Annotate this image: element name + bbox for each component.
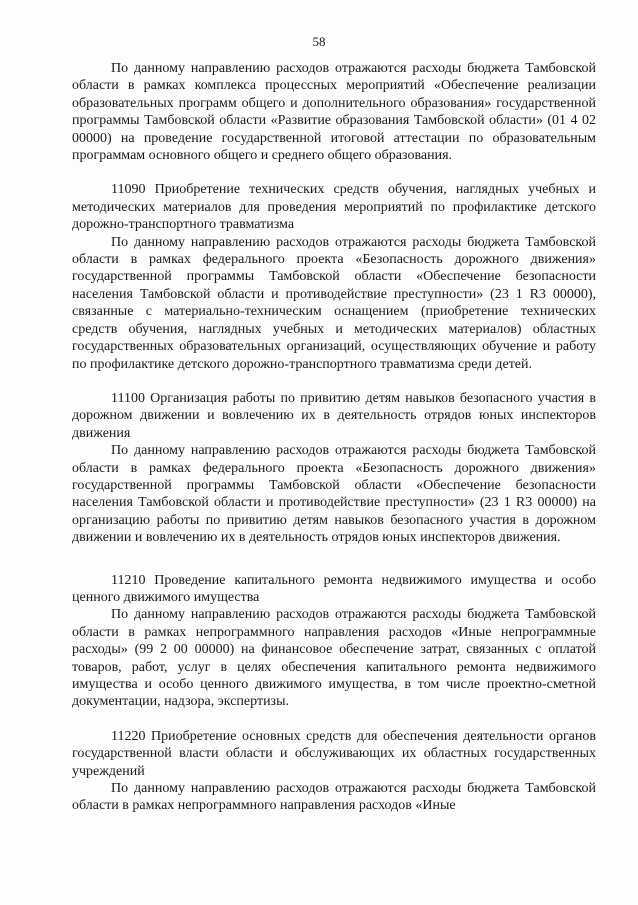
section-paragraph: По данному направлению расходов отражаются расходы бюджета Тамбовской области в рамках комплекса процессных мероприятий «Обеспечение реализации образовательных программ общего и дополнительного образования» государственной программы Тамбовской области «Развитие образования Тамбовской области» (01 4 02 00000) на проведение государственной итоговой аттестации по образовательным программам основного общего и среднего общего образования. xyxy=(72,61,596,164)
section-heading: 11100 Организация работы по привитию детям навыков безопасного участия в дорожном движении и вовлечению их в деятельность отрядов юных инспекторов движения xyxy=(72,390,596,441)
section-paragraph: По данному направлению расходов отражаются расходы бюджета Тамбовской области в рамках федерального проекта «Безопасность дорожного движения» государственной программы Тамбовской области «Обеспечение безопасности населения Тамбовской области и противодействие преступности» (23 1 R3 00000), связанные с материально-техническим оснащением (приобретение технических средств обучения, наглядных учебных и методических материалов) областных государственных образовательных организаций, осуществляющих обучение и работу по профилактике детского дорожно-транспортного травматизма среди детей. xyxy=(72,234,596,372)
section-paragraph: По данному направлению расходов отражаются расходы бюджета Тамбовской области в рамках непрограммного направления расходов «Иные xyxy=(72,781,596,814)
section-paragraph: По данному направлению расходов отражаются расходы бюджета Тамбовской области в рамках непрограммного направления расходов «Иные непрограммные расходы» (99 2 00 00000) на финансовое обеспечение затрат, связанных с оплатой товаров, работ, услуг в целях обеспечения капитального ремонта недвижимого имущества и особо ценного движимого имущества, в том числе проектно-сметной документации, надзора, экспертизы. xyxy=(72,607,596,710)
section-heading: 11090 Приобретение технических средств обучения, наглядных учебных и методических материалов для проведения мероприятий по профилактике детского дорожно-транспортного травматизма xyxy=(72,182,596,233)
page-number: 58 xyxy=(312,34,326,49)
section-11220 xyxy=(72,728,596,815)
section-intro xyxy=(72,60,596,164)
section-11100 xyxy=(72,390,596,547)
section-heading: 11210 Проведение капитального ремонта недвижимого имущества и особо ценного движимого имущества xyxy=(72,572,596,605)
section-heading: 11220 Приобретение основных средств для обеспечения деятельности органов государственной власти области и обслуживающих их областных государственных учреждений xyxy=(72,728,596,779)
section-11090 xyxy=(72,181,596,372)
document-body xyxy=(72,60,596,815)
section-11210 xyxy=(72,572,596,711)
section-paragraph: По данному направлению расходов отражаются расходы бюджета Тамбовской области в рамках федерального проекта «Безопасность дорожного движения» государственной программы Тамбовской области «Обеспечение безопасности населения Тамбовской области и противодействие преступности» (23 1 R3 00000) на организацию работы по привитию детям навыков безопасного участия в дорожном движении и вовлечению их в деятельность отрядов юных инспекторов движения. xyxy=(72,443,596,546)
